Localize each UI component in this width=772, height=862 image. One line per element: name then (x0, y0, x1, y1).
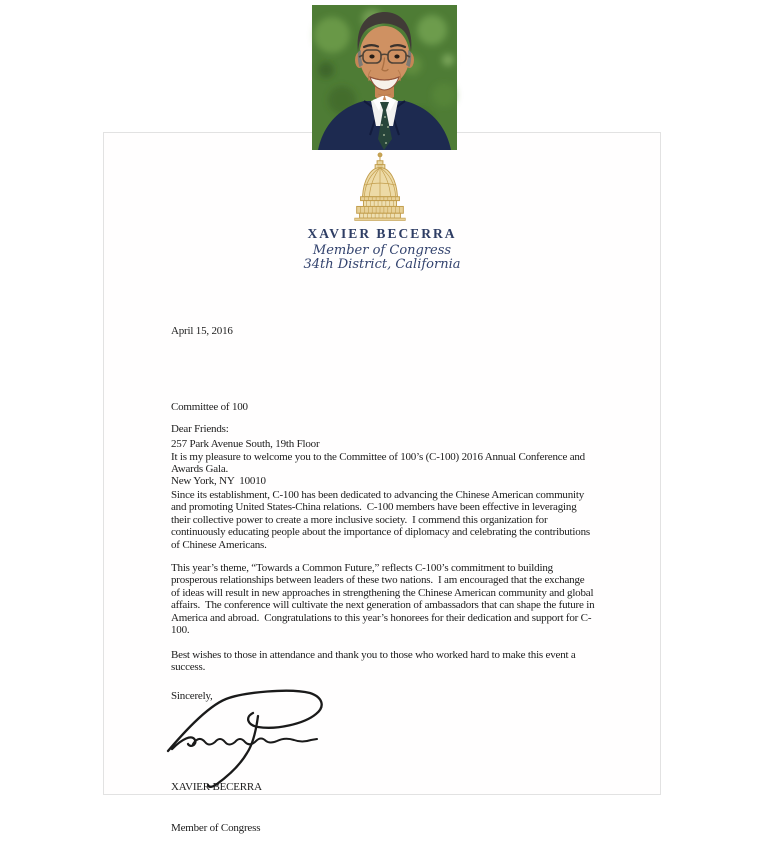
body-paragraph-4: Best wishes to those in attendance and thank you to those who worked hard to make this event a success. (171, 649, 579, 674)
body-paragraph-1: It is my pleasure to welcome you to the Committee of 100’s (C-100) 2016 Annual Conference and Awards Gala. (171, 451, 587, 476)
signer-name: XAVIER BECERRA (171, 781, 262, 793)
salutation: Dear Friends: (171, 423, 229, 435)
recipient-line-3: New York, NY 10010 (171, 475, 266, 488)
signature-image (164, 689, 336, 793)
letterhead-member-line: Member of Congress (312, 243, 452, 258)
letter-paper (103, 132, 661, 834)
recipient-line-1: Committee of 100 (171, 400, 248, 413)
portrait-photo (312, 5, 457, 150)
capitol-dome-icon (352, 152, 408, 222)
signer-title: Member of Congress (171, 821, 261, 834)
letterhead-district-line: 34th District, California (303, 257, 461, 272)
letterhead-name: XAVIER BECERRA (307, 226, 457, 241)
body-paragraph-3: This year’s theme, “Towards a Common Future,” reflects C-100’s commitment to building prosperous relationships between leaders of these two nations. I am encouraged that the exchange of ideas will result in new approaches in strengthening the Chinese American community and global affairs. The conference will cultivate the next generation of ambassadors that can shape the future in America and abroad. Congratulations to this year’s honorees for their dedication and support for C-100. (171, 562, 597, 637)
letter-date: April 15, 2016 (171, 325, 233, 337)
closing: Sincerely, (171, 690, 213, 702)
body-paragraph-2: Since its establishment, C-100 has been dedicated to advancing the Chinese American community and promoting United States-China relations. C-100 members have been effective in leveraging their collective power to create a more inclusive society. I commend this organization for continuously educating people about the importance of diplomacy and celebrating the contributions of Chinese Americans. (171, 489, 593, 551)
recipient-line-2: 257 Park Avenue South, 19th Floor (171, 438, 320, 451)
